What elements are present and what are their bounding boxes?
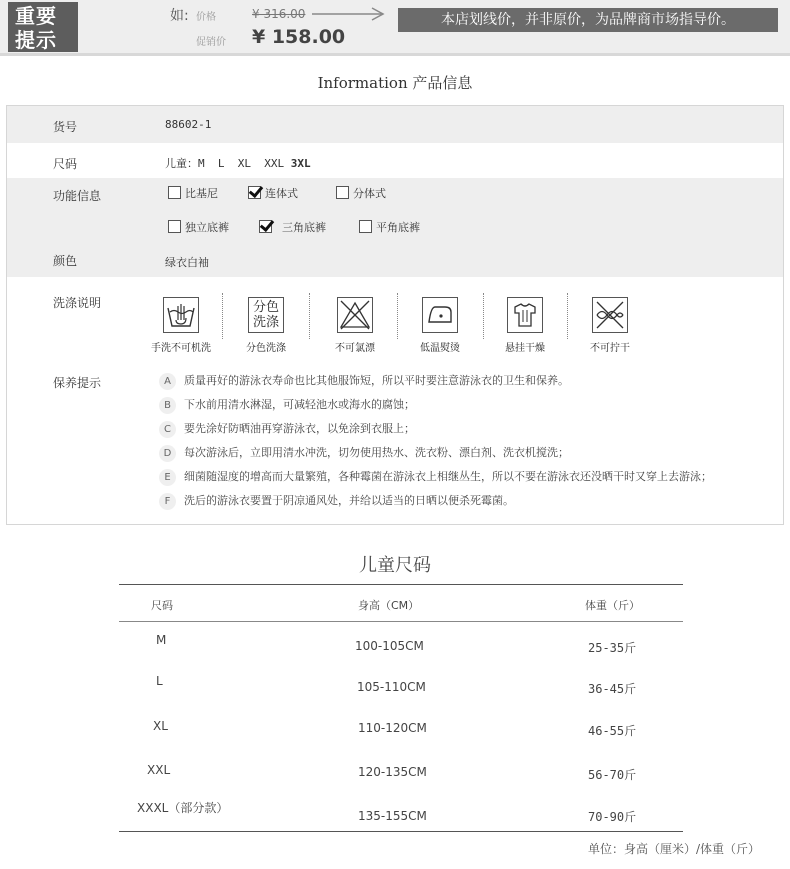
function-row-2 bbox=[7, 212, 783, 245]
table-cell-height: 105-110CM bbox=[357, 680, 426, 694]
size-label: 尺码 bbox=[53, 157, 78, 171]
checkbox-unchecked-icon bbox=[336, 186, 349, 199]
size-value-list: 儿童：M L XL XXL bbox=[165, 157, 291, 170]
option-separate-bottom-label: 独立底裤 bbox=[185, 221, 229, 234]
table-bottom-rule bbox=[119, 831, 683, 832]
no-bleach-icon bbox=[337, 297, 373, 333]
table-cell-size: L bbox=[156, 674, 163, 688]
option-brief-bottom-label: 三角底裤 bbox=[282, 221, 326, 234]
important-notice-tag bbox=[8, 2, 78, 52]
sku-value: 88602-1 bbox=[165, 118, 212, 131]
wash-item bbox=[400, 297, 480, 354]
hand-wash-no-machine-icon bbox=[163, 297, 199, 333]
size-value bbox=[165, 155, 311, 171]
sale-price-label: 促销价 bbox=[196, 37, 226, 48]
wash-item bbox=[226, 297, 306, 354]
wash-caption: 低温熨烫 bbox=[420, 343, 460, 354]
wash-caption: 分色洗涤 bbox=[246, 343, 286, 354]
table-cell-size: XL bbox=[153, 719, 168, 733]
divider bbox=[222, 293, 223, 339]
notice-tag-line1: 重要 bbox=[15, 4, 57, 28]
table-cell-size: XXXL（部分款） bbox=[137, 801, 229, 815]
care-tip bbox=[159, 420, 415, 438]
original-price: ¥ 316.00 bbox=[252, 7, 306, 21]
product-info-title-cn: 产品信息 bbox=[412, 74, 473, 92]
option-brief-bottom bbox=[259, 220, 326, 236]
table-cell-height: 110-120CM bbox=[358, 721, 427, 735]
care-label: 保养提示 bbox=[53, 376, 102, 390]
wash-caption: 不可拧干 bbox=[590, 343, 630, 354]
size-column-header: 尺码 bbox=[151, 599, 173, 612]
option-two-piece bbox=[336, 186, 386, 202]
price-notice-banner bbox=[0, 0, 790, 56]
wash-item bbox=[485, 297, 565, 354]
care-tip bbox=[159, 444, 569, 462]
size-row bbox=[7, 143, 783, 178]
wash-item bbox=[315, 297, 395, 354]
tip-text: 细菌随湿度的增高而大量繁殖，各种霉菌在游泳衣上相继丛生，所以不要在游泳衣还没晒干时又穿上去游泳； bbox=[184, 470, 712, 483]
checkbox-unchecked-icon bbox=[168, 186, 181, 199]
option-bikini-label: 比基尼 bbox=[185, 187, 218, 200]
table-top-rule bbox=[119, 584, 683, 585]
option-separate-bottom bbox=[168, 220, 229, 236]
option-bikini bbox=[168, 186, 218, 202]
wash-item bbox=[570, 297, 650, 354]
care-tip bbox=[159, 396, 415, 414]
table-cell-weight: 70-90斤 bbox=[588, 810, 637, 824]
function-label: 功能信息 bbox=[53, 189, 102, 203]
product-info-title-en: Information bbox=[317, 74, 408, 92]
table-cell-weight: 25-35斤 bbox=[588, 641, 637, 655]
divider bbox=[397, 293, 398, 339]
sku-row bbox=[7, 106, 783, 143]
option-one-piece bbox=[248, 186, 298, 202]
option-boxer-bottom bbox=[359, 220, 420, 236]
table-cell-height: 120-135CM bbox=[358, 765, 427, 779]
wash-separately-text-1: 分色 bbox=[252, 300, 279, 315]
care-tip bbox=[159, 468, 712, 486]
size-value-3xl: 3XL bbox=[290, 157, 311, 170]
checkbox-checked-icon bbox=[248, 186, 261, 199]
price-example-prefix: 如: bbox=[170, 8, 189, 24]
table-cell-size: M bbox=[156, 633, 167, 647]
low-temp-iron-icon bbox=[422, 297, 458, 333]
care-tip bbox=[159, 492, 514, 510]
arrow-right-icon bbox=[312, 6, 388, 22]
function-row bbox=[7, 178, 783, 212]
unit-note: 单位：身高（厘米）/体重（斤） bbox=[588, 842, 761, 856]
tip-text: 要先涂好防晒油再穿游泳衣，以免涂到衣服上； bbox=[184, 422, 415, 435]
sale-price: ¥ 158.00 bbox=[252, 26, 346, 48]
care-tip bbox=[159, 372, 569, 390]
table-cell-weight: 56-70斤 bbox=[588, 768, 637, 782]
tip-letter-badge: B bbox=[159, 397, 176, 414]
checkbox-unchecked-icon bbox=[168, 220, 181, 233]
wash-separately-text-2: 洗涤 bbox=[252, 315, 279, 330]
table-cell-weight: 36-45斤 bbox=[588, 682, 637, 696]
height-column-header: 身高（CM） bbox=[358, 599, 420, 612]
no-wring-icon bbox=[592, 297, 628, 333]
size-chart-title: 儿童尺码 bbox=[359, 555, 431, 576]
tip-letter-badge: F bbox=[159, 493, 176, 510]
table-cell-height: 135-155CM bbox=[358, 809, 427, 823]
checkbox-unchecked-icon bbox=[359, 220, 372, 233]
divider bbox=[309, 293, 310, 339]
tip-letter-badge: C bbox=[159, 421, 176, 438]
table-cell-height: 100-105CM bbox=[355, 639, 424, 653]
notice-tag-line2: 提示 bbox=[15, 28, 57, 52]
wash-item bbox=[141, 297, 221, 354]
tip-text: 下水前用清水淋湿，可减轻池水或海水的腐蚀； bbox=[184, 398, 415, 411]
tip-letter-badge: A bbox=[159, 373, 176, 390]
table-header-rule bbox=[119, 621, 683, 622]
divider bbox=[567, 293, 568, 339]
tip-letter-badge: D bbox=[159, 445, 176, 462]
tip-letter-badge: E bbox=[159, 469, 176, 486]
weight-column-header: 体重（斤） bbox=[585, 599, 640, 612]
option-boxer-bottom-label: 平角底裤 bbox=[376, 221, 420, 234]
sku-label: 货号 bbox=[53, 120, 78, 134]
hang-dry-icon bbox=[507, 297, 543, 333]
original-price-label: 价格 bbox=[196, 12, 216, 23]
product-info-title bbox=[0, 72, 790, 93]
product-info-table bbox=[6, 105, 784, 525]
table-cell-weight: 46-55斤 bbox=[588, 724, 637, 738]
option-two-piece-label: 分体式 bbox=[353, 187, 386, 200]
wash-caption: 悬挂干燥 bbox=[505, 343, 545, 354]
wash-separately-icon bbox=[248, 297, 284, 333]
divider bbox=[483, 293, 484, 339]
table-cell-size: XXL bbox=[147, 763, 171, 777]
checkbox-checked-icon bbox=[259, 220, 272, 233]
wash-label: 洗涤说明 bbox=[53, 296, 102, 310]
wash-caption: 手洗不可机洗 bbox=[151, 343, 211, 354]
tip-text: 质量再好的游泳衣寿命也比其他服饰短，所以平时要注意游泳衣的卫生和保养。 bbox=[184, 374, 569, 387]
tip-text: 洗后的游泳衣要置于阴凉通风处，并给以适当的日晒以便杀死霉菌。 bbox=[184, 494, 514, 507]
color-label: 颜色 bbox=[53, 254, 78, 268]
price-disclaimer: 本店划线价，并非原价，为品牌商市场指导价。 bbox=[398, 8, 778, 32]
color-value: 绿衣白袖 bbox=[165, 256, 209, 269]
tip-text: 每次游泳后，立即用清水冲洗，切勿使用热水、洗衣粉、漂白剂、洗衣机搅洗； bbox=[184, 446, 569, 459]
color-row bbox=[7, 245, 783, 277]
option-one-piece-label: 连体式 bbox=[265, 187, 298, 200]
wash-caption: 不可氯漂 bbox=[335, 343, 375, 354]
